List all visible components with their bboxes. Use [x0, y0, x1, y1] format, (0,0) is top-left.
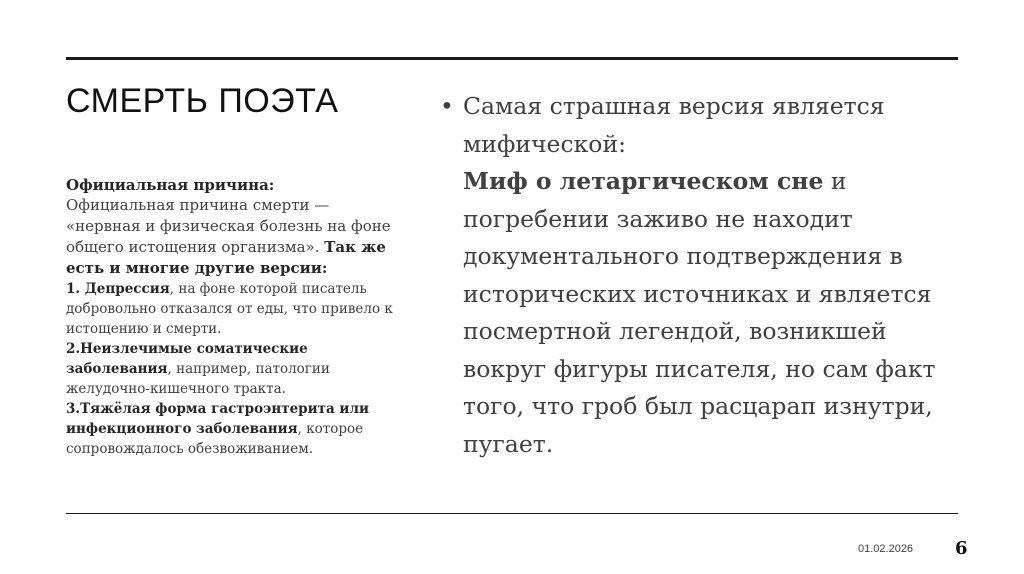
left-text-block: [66, 176, 406, 459]
version-text: , на фоне которой писатель добровольно отказался от еды, что привело к истощению и смерти.: [66, 281, 393, 337]
official-cause-paragraph: [66, 195, 406, 279]
bullet-item: [440, 88, 960, 463]
page-number: 6: [955, 538, 968, 559]
footer-date: 01.02.2026: [858, 543, 914, 555]
official-cause-text: Официальная причина смерти — «нервная и физическая болезнь на фоне общего истощения организма».: [66, 196, 391, 256]
version-item: [66, 339, 406, 399]
right-text-block: [440, 88, 960, 463]
version-title: 1. Депрессия: [66, 281, 170, 297]
myth-title: Миф о летаргическом сне: [463, 167, 824, 195]
slide-title: СМЕРТЬ ПОЭТА: [66, 82, 339, 120]
myth-text: и погребении заживо не находит документального подтверждения в исторических источниках и является посмертной легендой, возникшей вокруг фигуры писателя, но сам факт того, что гроб был расцарап изнутри, пугает.: [463, 167, 936, 458]
other-versions-text: Так же есть и многие другие версии:: [66, 238, 386, 277]
bullet-text: [463, 88, 960, 463]
version-item: [66, 399, 406, 459]
bullet-icon: •: [440, 92, 454, 120]
version-item: [66, 279, 406, 339]
bottom-rule: [66, 513, 958, 514]
version-text: , которое сопровождалось обезвоживанием.: [66, 421, 364, 457]
version-text: , например, патологии желудочно-кишечного тракта.: [66, 361, 330, 397]
version-title: 3.Тяжёлая форма гастроэнтерита или инфекционного заболевания: [66, 401, 369, 437]
version-title: 2.Неизлечимые соматические заболевания: [66, 341, 308, 377]
top-rule: [66, 57, 958, 60]
intro-text: Самая страшная версия является мифической:: [463, 92, 885, 158]
official-cause-heading: Официальная причина:: [66, 176, 275, 194]
